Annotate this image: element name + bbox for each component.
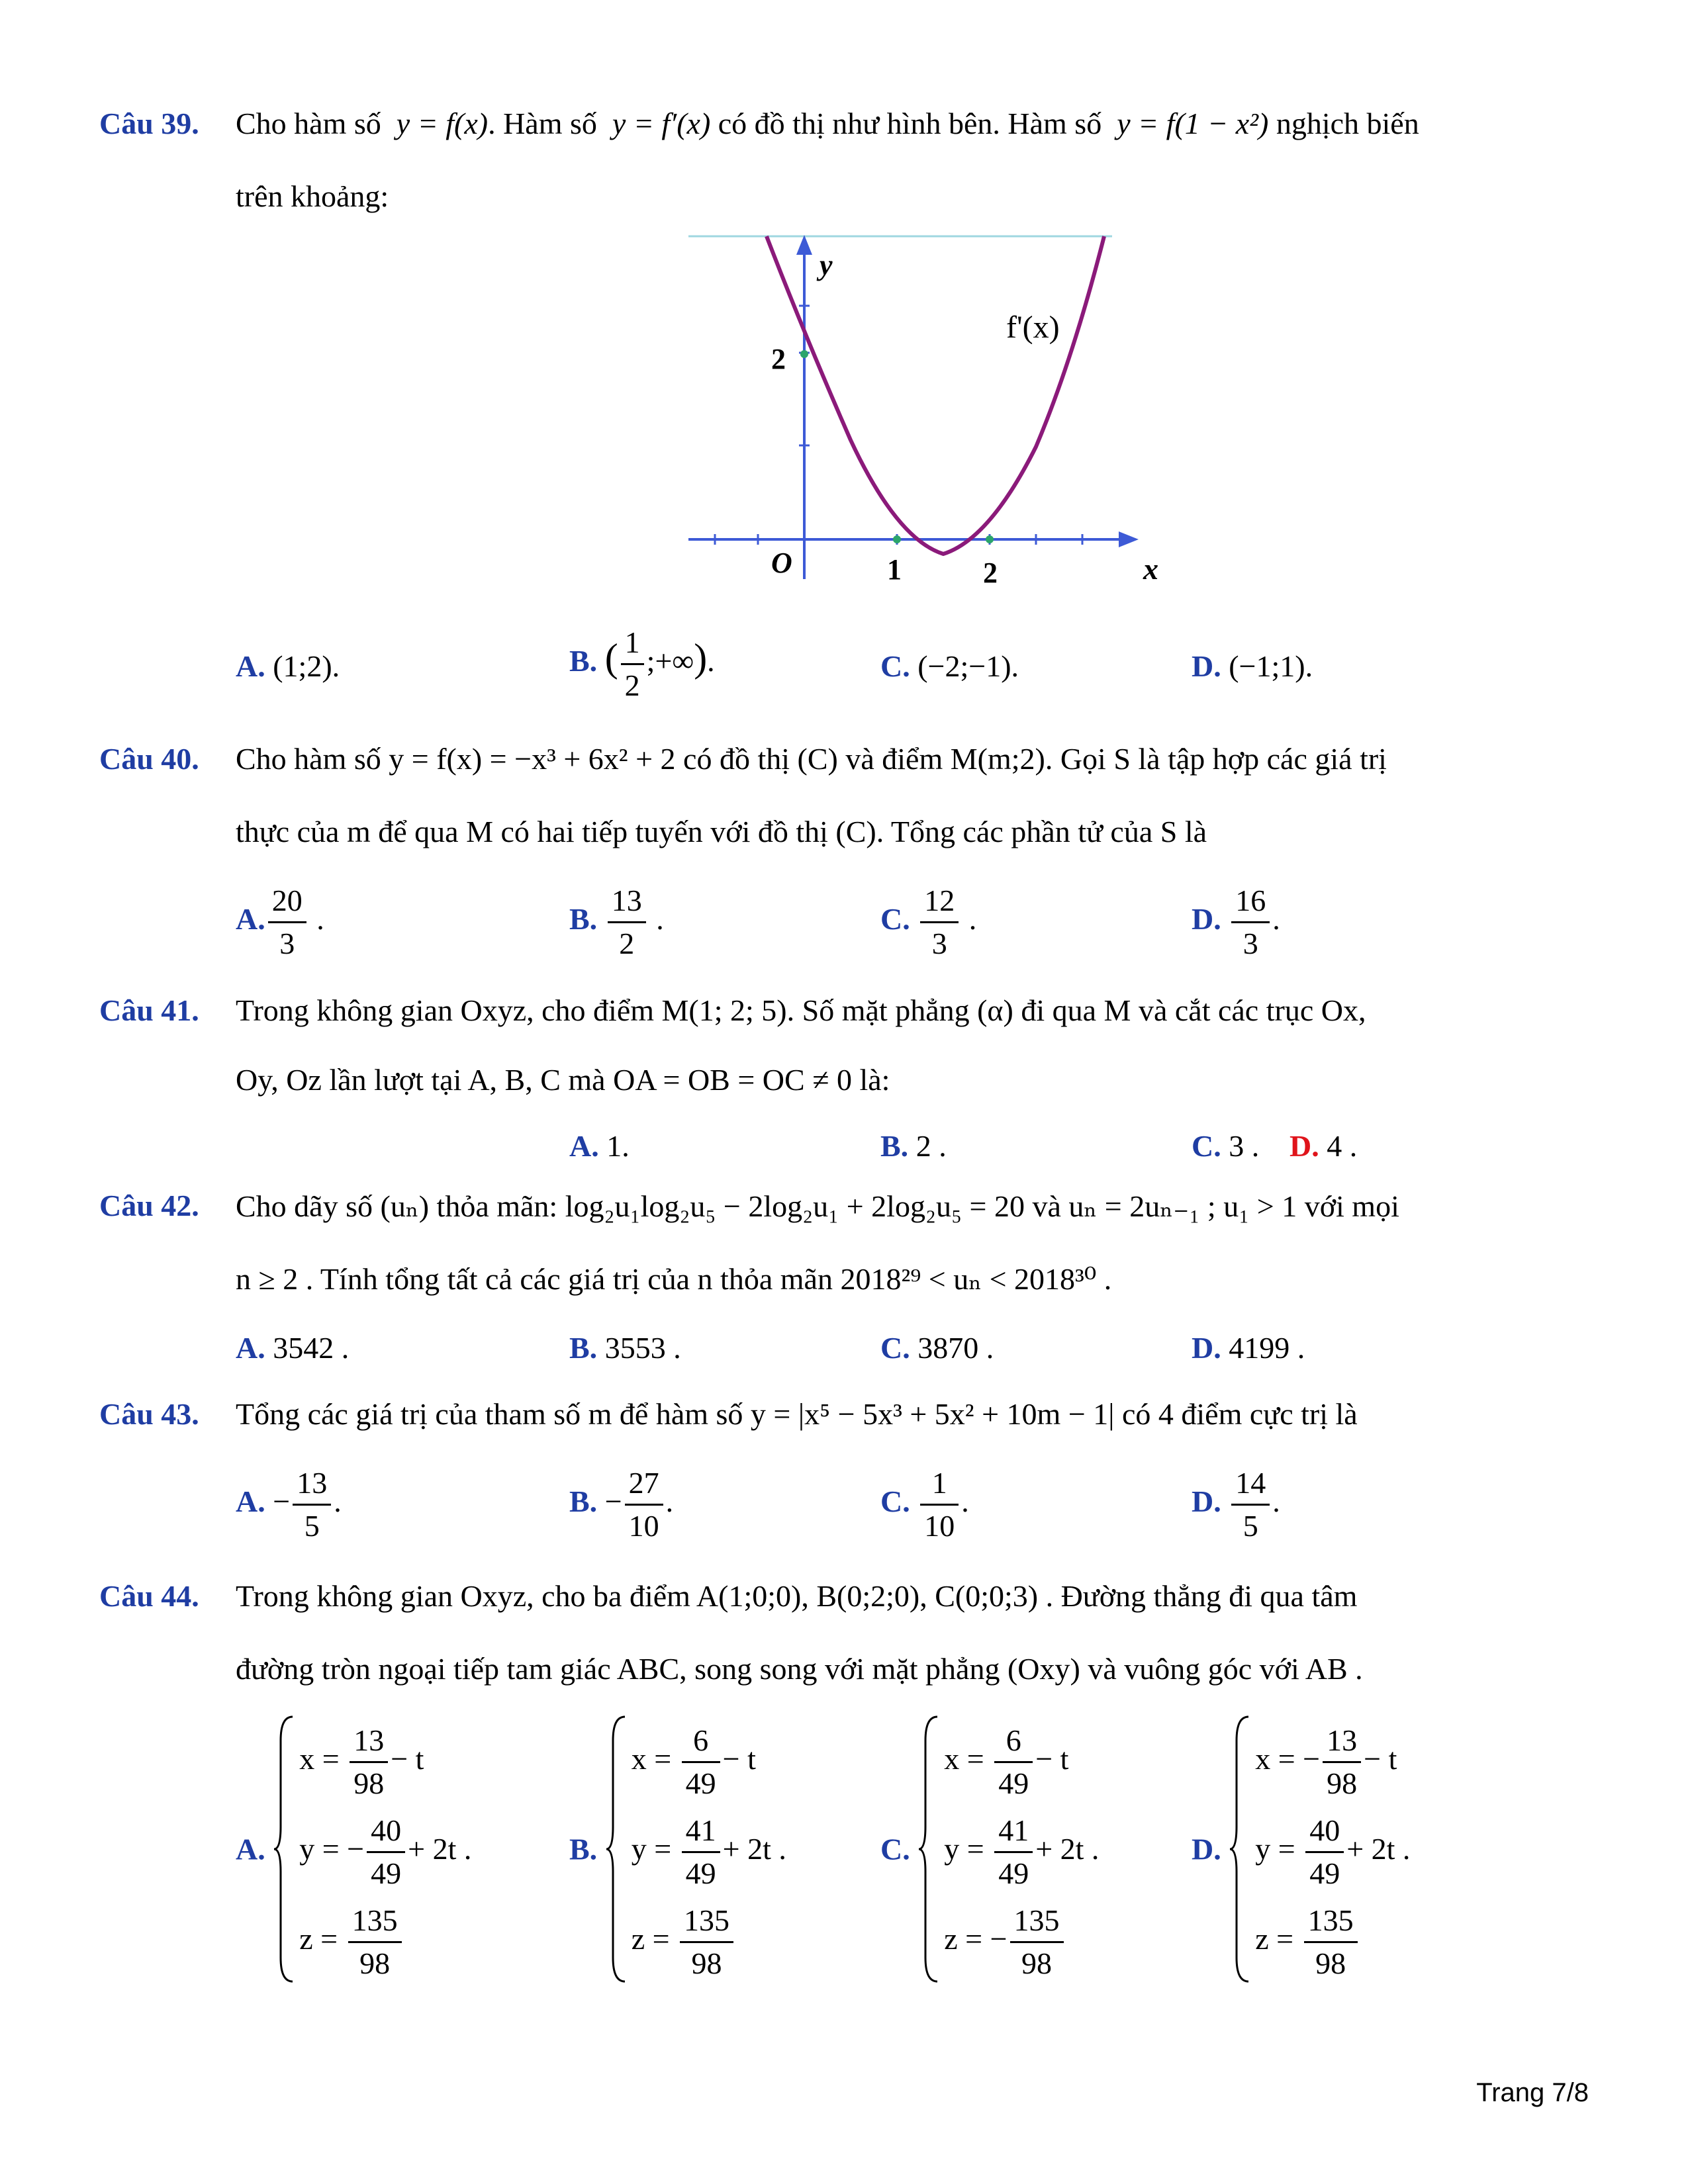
q44-option-d[interactable]: D. x = − $\frac{13}{98}$ − t y = $\frac{40}{49}$ + 2t . z = $\frac{135}{98}$ <box>1192 1714 1410 1984</box>
q41-text-line1: Trong không gian Oxyz, cho điểm M(1; 2; 5). Số mặt phẳng (α) đi qua M và cắt các trục Ox, <box>236 993 1366 1027</box>
root-point-2 <box>986 535 994 543</box>
q43-option-d[interactable]: D. $\frac{14}{5}$ . <box>1192 1463 1280 1547</box>
q44-label: Câu 44. <box>99 1579 199 1613</box>
y-axis-label: y <box>820 249 833 281</box>
curve-label: f'(x) <box>1006 310 1060 345</box>
q42-text-line1: Cho dãy số (uₙ) thỏa mãn: log₂u₁log₂u₅ − 2log₂u₁ + 2log₂u₅ = 20 và uₙ = 2uₙ₋₁ ; u₁ > 1 với mọi <box>236 1189 1399 1223</box>
q43-label: Câu 43. <box>99 1397 199 1431</box>
q39-option-d[interactable]: D. (−1;1). <box>1192 649 1313 683</box>
q39-graph <box>688 228 1158 599</box>
q44-text-line1: Trong không gian Oxyz, cho ba điểm A(1;0;0), B(0;2;0), C(0;0;3) . Đường thẳng đi qua tâm <box>236 1579 1358 1613</box>
q44-option-b[interactable]: B. x = $\frac{6}{49}$ − t y = $\frac{41}{49}$ + 2t . z = $\frac{135}{98}$ <box>569 1714 786 1984</box>
derivative-curve <box>767 236 1104 554</box>
q39-option-a[interactable]: A. (1;2). <box>236 649 340 683</box>
q44-option-c[interactable]: C. x = $\frac{6}{49}$ − t y = $\frac{41}{49}$ + 2t . z = − $\frac{135}{98}$ <box>880 1714 1099 1984</box>
q42-label: Câu 42. <box>99 1189 199 1222</box>
q42-option-c[interactable]: C. 3870 . <box>880 1331 994 1365</box>
q39-option-b[interactable]: B. ( $\frac{1}{2}$ ;+∞). <box>569 622 715 706</box>
q44-option-a[interactable]: A. x = $\frac{13}{98}$ − t y = − $\frac{40}{49}$ + 2t . z = $\frac{135}{98}$ <box>236 1714 471 1984</box>
q41-label: Câu 41. <box>99 993 199 1027</box>
q39-label: Câu 39. <box>99 107 199 140</box>
q39-option-c[interactable]: C. (−2;−1). <box>880 649 1019 683</box>
q40-option-c[interactable]: C. $\frac{12}{3}$ . <box>880 880 976 964</box>
q41-text-line2: Oy, Oz lần lượt tại A, B, C mà OA = OB = OC ≠ 0 là: <box>236 1063 890 1097</box>
y-tick-2-label: 2 <box>771 343 786 375</box>
q40-option-d[interactable]: D. $\frac{16}{3}$ . <box>1192 880 1280 964</box>
q39-text-line2: trên khoảng: <box>236 179 389 213</box>
q41-option-c[interactable]: C. 3 . <box>1192 1129 1260 1163</box>
q42-option-d[interactable]: D. 4199 . <box>1192 1331 1305 1365</box>
q42-text-line2: n ≥ 2 . Tính tổng tất cả các giá trị của n thỏa mãn 2018²⁹ < uₙ < 2018³⁰ . <box>236 1262 1112 1296</box>
y-axis-arrow <box>796 235 812 255</box>
root-point-1 <box>893 535 901 543</box>
x-axis-label: x <box>1143 552 1158 586</box>
q43-option-a[interactable]: A. − $\frac{13}{5}$ . <box>236 1463 342 1547</box>
q40-label: Câu 40. <box>99 742 199 776</box>
q41-option-d[interactable]: D. 4 . <box>1289 1129 1358 1163</box>
y-intercept-point <box>800 350 808 358</box>
q40-option-a[interactable]: A. $\frac{20}{3}$ . <box>236 880 324 964</box>
q42-option-b[interactable]: B. 3553 . <box>569 1331 681 1365</box>
x-axis-arrow <box>1119 531 1139 547</box>
q43-option-c[interactable]: C. $\frac{1}{10}$ . <box>880 1463 969 1547</box>
q40-text-line1: Cho hàm số y = f(x) = −x³ + 6x² + 2 có đồ thị (C) và điểm M(m;2). Gọi S là tập hợp các giá trị <box>236 742 1387 776</box>
x-tick-1-label: 1 <box>887 553 902 586</box>
q40-option-b[interactable]: B. $\frac{13}{2}$ . <box>569 880 664 964</box>
q39-text-line1: Cho hàm số y = f(x). Hàm số y = f′(x) có đồ thị như hình bên. Hàm số y = f(1 − x²) nghịch biến <box>236 107 1419 140</box>
q43-text-line1: Tổng các giá trị của tham số m để hàm số y = |x⁵ − 5x³ + 5x² + 10m − 1| có 4 điểm cực trị là <box>236 1397 1358 1431</box>
q44-text-line2: đường tròn ngoại tiếp tam giác ABC, song song với mặt phẳng (Oxy) và vuông góc với AB . <box>236 1652 1363 1686</box>
q42-option-a[interactable]: A. 3542 . <box>236 1331 350 1365</box>
q41-option-b[interactable]: B. 2 . <box>880 1129 947 1163</box>
q41-option-a[interactable]: A. 1. <box>569 1129 630 1163</box>
q43-option-b[interactable]: B. − $\frac{27}{10}$ . <box>569 1463 673 1547</box>
x-tick-2-label: 2 <box>983 557 998 589</box>
origin-label: O <box>771 547 792 579</box>
q40-text-line2: thực của m để qua M có hai tiếp tuyến với đồ thị (C). Tổng các phần tử của S là <box>236 815 1207 848</box>
page-number: Trang 7/8 <box>1476 2078 1589 2107</box>
